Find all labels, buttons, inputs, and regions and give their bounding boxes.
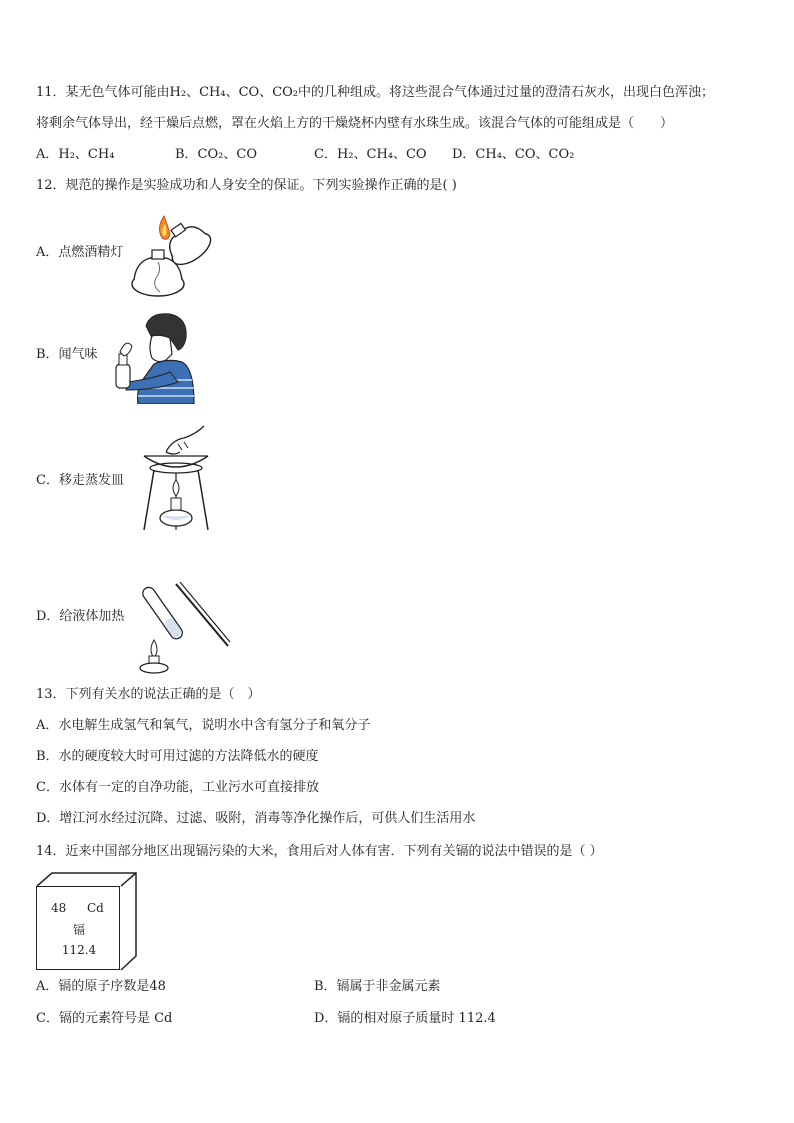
q12-option-b: B．闻气味 (36, 347, 98, 362)
q12-option-c: C．移走蒸发皿 (36, 473, 124, 488)
q13-option-a: A．水电解生成氢气和氧气，说明水中含有氢分子和氧分子 (36, 718, 371, 733)
element-card-face (36, 886, 120, 970)
q11-stem-line2: 将剩余气体导出，经干燥后点燃，罩在火焰上方的干燥烧杯内壁有水珠生成。该混合气体的可能组成是（ ） (36, 116, 674, 131)
q11-option-c: C．H₂、CH₄、CO (314, 147, 427, 162)
element-name: 镉 (72, 923, 85, 937)
q14-option-a: A．镉的原子序数是48 (36, 979, 166, 994)
q14-option-b: B．镉属于非金属元素 (314, 979, 441, 994)
q12-stem: 12．规范的操作是实验成功和人身安全的保证。下列实验操作正确的是( ) (36, 178, 457, 193)
q14-stem: 14．近来中国部分地区出现镉污染的大米，食用后对人体有害．下列有关镉的说法中错误的是（ ） (36, 844, 603, 859)
alcohol-lamp-lighting-illustration (126, 212, 216, 300)
q13-stem: 13．下列有关水的说法正确的是（ ） (36, 687, 261, 702)
q11-stem-line1: 11．某无色气体可能由H₂、CH₄、CO、CO₂中的几种组成。将这些混合气体通过过量的澄清石灰水，出现白色浑浊； (36, 85, 715, 100)
q12-option-d: D．给液体加热 (36, 609, 125, 624)
element-symbol: Cd (87, 901, 104, 915)
q12-option-a: A．点燃酒精灯 (36, 245, 124, 260)
q11-option-d: D．CH₄、CO、CO₂ (452, 147, 575, 162)
moving-evaporating-dish-illustration (136, 422, 216, 534)
q13-option-d: D．增江河水经过沉降、过滤、吸附，消毒等净化操作后，可供人们生活用水 (36, 811, 476, 826)
q14-option-d: D．镉的相对原子质量时 112.4 (314, 1011, 496, 1026)
cadmium-element-card (36, 872, 140, 972)
q13-option-c: C．水体有一定的自净功能，工业污水可直接排放 (36, 780, 319, 795)
smelling-gas-illustration (108, 308, 196, 404)
heating-liquid-test-tube-illustration (132, 578, 232, 674)
q13-option-b: B．水的硬度较大时可用过滤的方法降低水的硬度 (36, 749, 319, 764)
q14-option-c: C．镉的元素符号是 Cd (36, 1011, 173, 1026)
element-atomic-mass: 112.4 (61, 943, 97, 957)
element-atomic-number: 48 (51, 901, 67, 915)
q11-option-b: B．CO₂、CO (175, 147, 257, 162)
q11-option-a: A．H₂、CH₄ (36, 147, 115, 162)
